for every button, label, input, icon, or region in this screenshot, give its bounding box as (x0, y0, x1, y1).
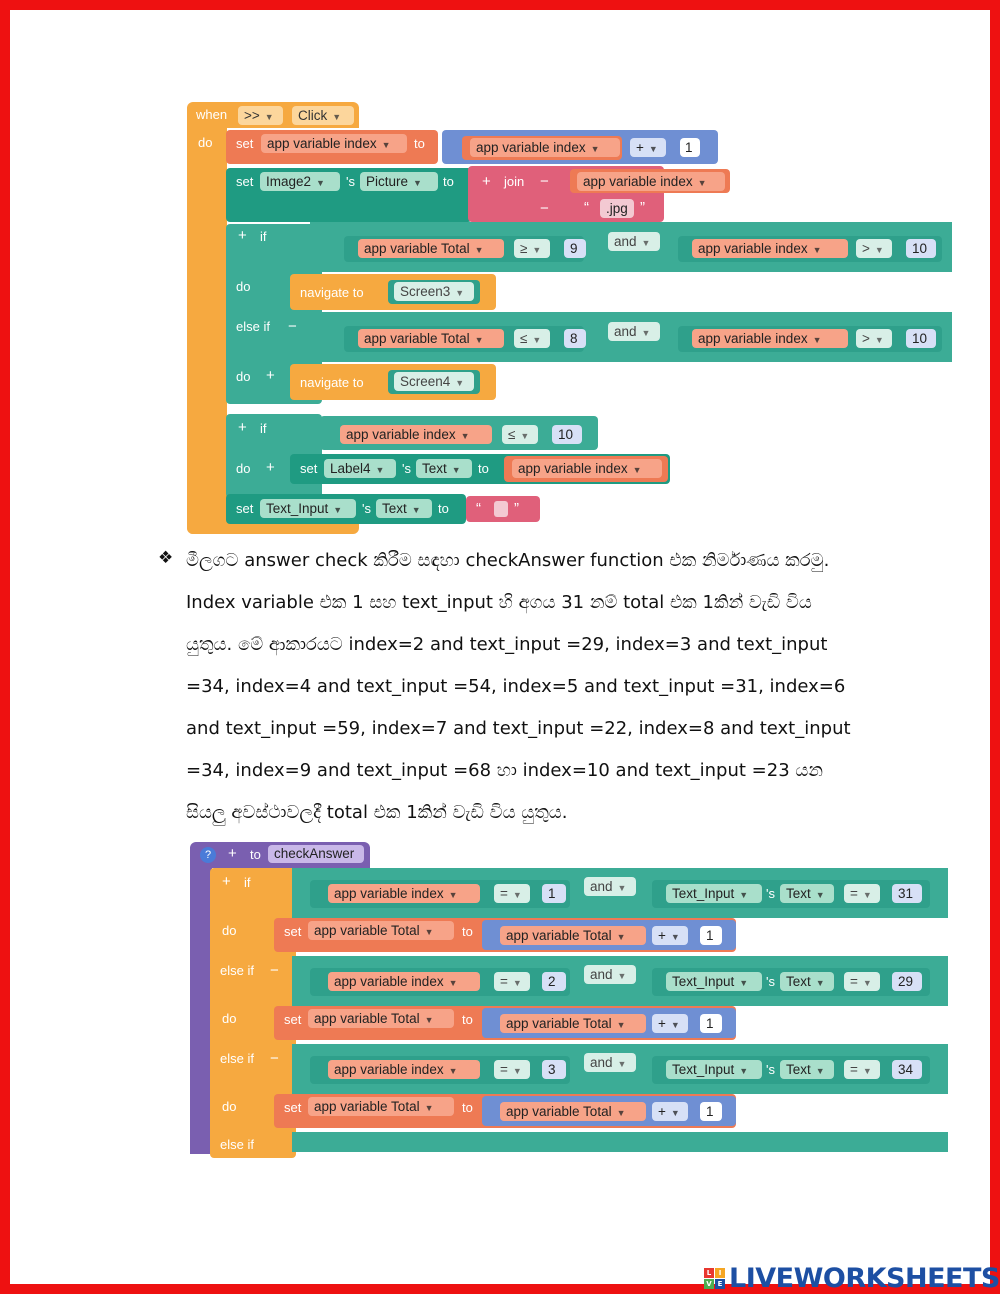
event-block-spine (187, 126, 227, 534)
r1-eq-operator-2[interactable]: = ▼ (844, 884, 880, 903)
gt-operator-a[interactable]: > ▼ (856, 239, 892, 258)
r3-total-dropdown[interactable]: app variable Total ▼ (308, 1097, 454, 1116)
r2-minus[interactable]: − (270, 962, 279, 979)
r1-plus[interactable]: + (222, 873, 231, 890)
text-input-dropdown[interactable]: Text_Input ▼ (260, 499, 356, 518)
r1-text-dropdown[interactable]: Text ▼ (780, 884, 834, 903)
index-dropdown-a[interactable]: app variable index ▼ (692, 239, 848, 258)
block-workspace-checkanswer (180, 834, 950, 1152)
image2-dropdown[interactable]: Image2 ▼ (260, 172, 340, 191)
elseif-minus[interactable]: − (288, 318, 297, 335)
r2-one-value[interactable]: 1 (700, 1014, 722, 1033)
r1-to-label: to (462, 924, 473, 939)
r2-textinput-dropdown[interactable]: Text_Input ▼ (666, 972, 762, 991)
r1-s-label: 's (766, 886, 775, 901)
r2-do-label: do (222, 1011, 237, 1026)
le-operator-2[interactable]: ≤ ▼ (502, 425, 538, 444)
to-label-4: to (438, 501, 449, 516)
r3-s-label: 's (766, 1062, 775, 1077)
to-label-3: to (478, 461, 489, 476)
number-1[interactable]: 1 (680, 138, 700, 157)
r3-index-dropdown[interactable]: app variable index ▼ (328, 1060, 480, 1079)
plus-operator-dropdown[interactable]: + ▼ (630, 138, 666, 157)
quote-close: ” (640, 199, 645, 216)
r1-eq-operator[interactable]: = ▼ (494, 884, 530, 903)
index-dropdown-b[interactable]: app variable index ▼ (692, 329, 848, 348)
text-dropdown-1[interactable]: Text ▼ (416, 459, 472, 478)
gt-operator-b[interactable]: > ▼ (856, 329, 892, 348)
screen3-dropdown[interactable]: Screen3 ▼ (394, 282, 474, 301)
s-label-3: 's (362, 501, 371, 516)
paragraph-line-5: and text_input =59, index=7 and text_input =22, index=8 and text_input (186, 718, 851, 739)
r3-text-dropdown[interactable]: Text ▼ (780, 1060, 834, 1079)
join-index-dropdown[interactable]: app variable index ▼ (577, 172, 725, 191)
r2-to-label: to (462, 1012, 473, 1027)
component-dropdown[interactable]: >> ▼ (238, 106, 283, 125)
number-9[interactable]: 9 (564, 239, 586, 258)
quote-close-2: ” (514, 500, 519, 517)
r2-index-dropdown[interactable]: app variable index ▼ (328, 972, 480, 991)
s-label-2: 's (402, 461, 411, 476)
do-label-if: do (236, 279, 251, 294)
r3-do-label: do (222, 1099, 237, 1114)
r2-text-dropdown[interactable]: Text ▼ (780, 972, 834, 991)
r4-elseif-label: else if (220, 1137, 254, 1152)
liveworksheets-logo-icon (704, 1268, 725, 1289)
logo-icon-e: E (715, 1279, 725, 1289)
r2-eq-operator[interactable]: = ▼ (494, 972, 530, 991)
proc-to-label: to (250, 847, 261, 862)
r2-and-dropdown[interactable]: and ▼ (584, 965, 636, 984)
number-10-b[interactable]: 10 (906, 329, 936, 348)
r1-one-value[interactable]: 1 (700, 926, 722, 945)
total-dropdown-1[interactable]: app variable Total ▼ (358, 239, 504, 258)
r3-minus[interactable]: − (270, 1050, 279, 1067)
number-8[interactable]: 8 (564, 329, 586, 348)
set-label-2: set (236, 174, 254, 189)
join-plus[interactable]: + (482, 173, 491, 190)
index-dropdown-d[interactable]: app variable index ▼ (512, 459, 662, 478)
r2-s-label: 's (766, 974, 775, 989)
procedure-spine (190, 864, 212, 1154)
logo-text: LIVEWORKSHEETS (729, 1262, 1000, 1294)
jpg-text[interactable]: .jpg (600, 199, 634, 218)
label4-dropdown[interactable]: Label4 ▼ (324, 459, 396, 478)
join-minus-1[interactable]: − (540, 173, 549, 190)
join-label: join (504, 174, 525, 189)
empty-text-field[interactable] (494, 501, 508, 517)
proc-name-field[interactable]: checkAnswer (268, 845, 364, 863)
paragraph-line-7: සියලු අවස්ථාවලදී total එක 1කින් වැඩි විය යුතුය. (186, 802, 568, 823)
r3-to-label: to (462, 1100, 473, 1115)
r3-index-value[interactable]: 3 (542, 1060, 566, 1079)
r3-answer-value[interactable]: 34 (892, 1060, 922, 1079)
proc-plus[interactable]: + (228, 845, 237, 862)
r3-plus-operator[interactable]: + ▼ (652, 1102, 688, 1121)
paragraph-line-1: මීලගට answer check කිරීම සඳහා checkAnswer function එක නිර්මාණය කරමු. (186, 550, 830, 571)
r3-one-value[interactable]: 1 (700, 1102, 722, 1121)
to-label-2: to (443, 174, 454, 189)
cond-bar-4 (292, 1132, 948, 1152)
if2-plus[interactable]: + (238, 419, 247, 436)
set-label-3: set (300, 461, 318, 476)
paragraph-line-6: =34, index=9 and text_input =68 හා index=10 and text_input =23 යන (186, 760, 823, 781)
when-label: when (196, 107, 228, 122)
r3-add-total-dropdown[interactable]: app variable Total ▼ (500, 1102, 646, 1121)
logo-icon-i: I (715, 1268, 725, 1278)
paragraph-line-2: Index variable එක 1 සහ text_input හි අගය 31 නම් total එක 1කින් වැඩි විය (186, 592, 812, 613)
do-label: do (198, 135, 213, 150)
quote-open-2: “ (476, 500, 481, 517)
event-dropdown[interactable]: Click ▼ (292, 106, 354, 125)
get-index-dropdown[interactable]: app variable index ▼ (470, 138, 620, 157)
r1-index-dropdown[interactable]: app variable index ▼ (328, 884, 480, 903)
logo-icon-l: L (704, 1268, 714, 1278)
bullet-icon: ❖ (158, 548, 174, 568)
and-dropdown-1[interactable]: and ▼ (608, 232, 660, 251)
do2-plus[interactable]: + (266, 459, 275, 476)
var-index-dropdown[interactable]: app variable index ▼ (261, 134, 407, 153)
paragraph-line-4: =34, index=4 and text_input =54, index=5 and text_input =31, index=6 (186, 676, 846, 697)
r1-if-label: if (244, 875, 251, 890)
if-label: if (260, 229, 267, 244)
r1-set-label: set (284, 924, 302, 939)
set-label-4: set (236, 501, 254, 516)
text-dropdown-2[interactable]: Text ▼ (376, 499, 432, 518)
r1-do-label: do (222, 923, 237, 938)
r1-index-value[interactable]: 1 (542, 884, 566, 903)
r3-eq-operator[interactable]: = ▼ (494, 1060, 530, 1079)
do2-label: do (236, 461, 251, 476)
r2-total-dropdown[interactable]: app variable Total ▼ (308, 1009, 454, 1028)
r2-answer-value[interactable]: 29 (892, 972, 922, 991)
r1-answer-value[interactable]: 31 (892, 884, 922, 903)
r1-total-dropdown[interactable]: app variable Total ▼ (308, 921, 454, 940)
r1-add-total-dropdown[interactable]: app variable Total ▼ (500, 926, 646, 945)
r2-index-value[interactable]: 2 (542, 972, 566, 991)
help-icon[interactable]: ? (200, 847, 216, 863)
r3-textinput-dropdown[interactable]: Text_Input ▼ (666, 1060, 762, 1079)
do-plus[interactable]: + (266, 367, 275, 384)
block-workspace-click (180, 98, 952, 538)
paragraph-line-3: යුතුය. මේ ආකාරයට index=2 and text_input =29, index=3 and text_input (186, 634, 828, 655)
join-minus-2[interactable]: − (540, 200, 549, 217)
r2-elseif-label: else if (220, 963, 254, 978)
and-dropdown-2[interactable]: and ▼ (608, 322, 660, 341)
instruction-paragraph (158, 546, 918, 840)
screen4-dropdown[interactable]: Screen4 ▼ (394, 372, 474, 391)
to-label: to (414, 136, 425, 151)
liveworksheets-logo (704, 1263, 1000, 1293)
r2-eq-operator-2[interactable]: = ▼ (844, 972, 880, 991)
le-operator[interactable]: ≤ ▼ (514, 329, 550, 348)
r2-plus-operator[interactable]: + ▼ (652, 1014, 688, 1033)
r3-and-dropdown[interactable]: and ▼ (584, 1053, 636, 1072)
r3-elseif-label: else if (220, 1051, 254, 1066)
r2-add-total-dropdown[interactable]: app variable Total ▼ (500, 1014, 646, 1033)
picture-dropdown[interactable]: Picture ▼ (360, 172, 438, 191)
quote-open: “ (584, 199, 589, 216)
navigate-label-1: navigate to (300, 285, 364, 300)
r1-and-dropdown[interactable]: and ▼ (584, 877, 636, 896)
number-10-c[interactable]: 10 (552, 425, 582, 444)
s-label: 's (346, 174, 355, 189)
r2-set-label: set (284, 1012, 302, 1027)
if2-label: if (260, 421, 267, 436)
total-dropdown-2[interactable]: app variable Total ▼ (358, 329, 504, 348)
if-plus[interactable]: + (238, 227, 247, 244)
r3-eq-operator-2[interactable]: = ▼ (844, 1060, 880, 1079)
do-label-elseif: do (236, 369, 251, 384)
index-dropdown-c[interactable]: app variable index ▼ (340, 425, 492, 444)
r1-textinput-dropdown[interactable]: Text_Input ▼ (666, 884, 762, 903)
r3-set-label: set (284, 1100, 302, 1115)
r1-plus-operator[interactable]: + ▼ (652, 926, 688, 945)
navigate-label-2: navigate to (300, 375, 364, 390)
logo-icon-v: V (704, 1279, 714, 1289)
set-label: set (236, 136, 254, 151)
elseif-label: else if (236, 319, 270, 334)
number-10-a[interactable]: 10 (906, 239, 936, 258)
ge-operator[interactable]: ≥ ▼ (514, 239, 550, 258)
